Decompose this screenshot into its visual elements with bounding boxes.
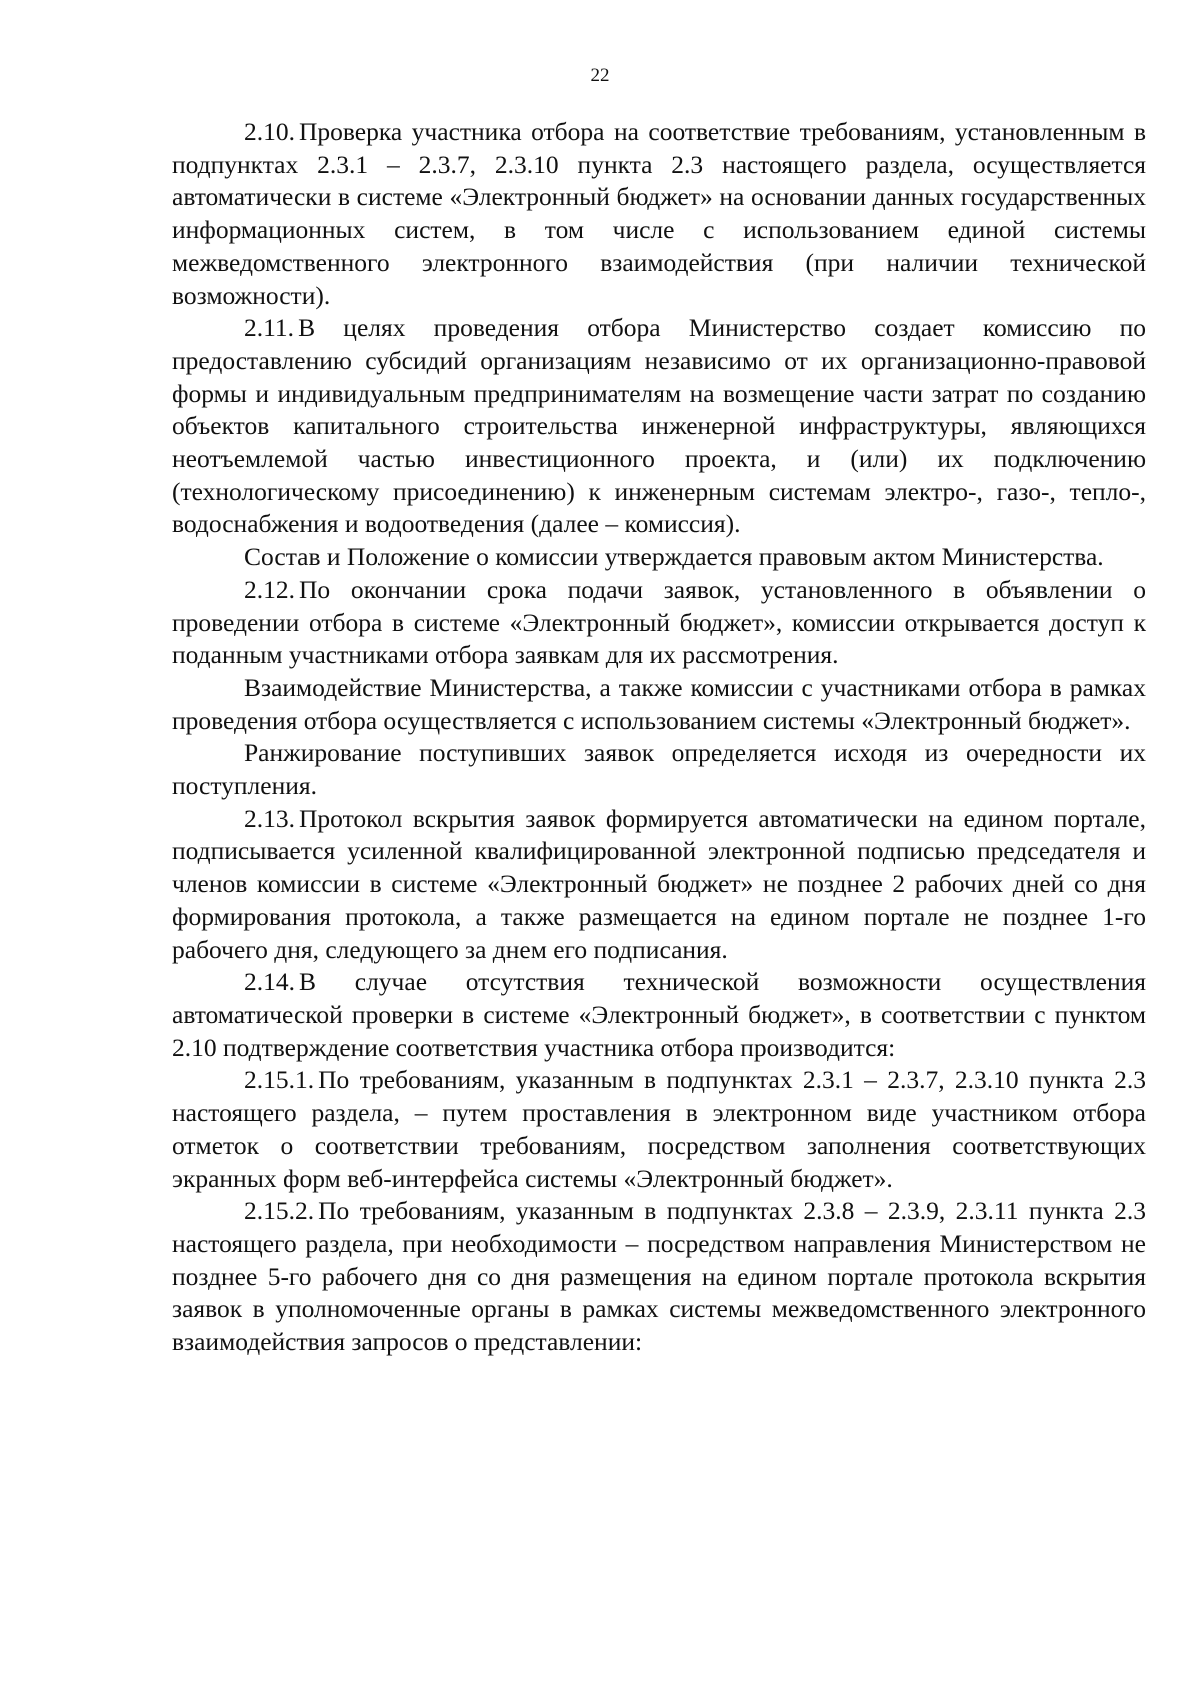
paragraph-text: Ранжирование поступивших заявок определяется исходя из очередности их поступления. [172,738,1146,801]
paragraph-text: Состав и Положение о комиссии утверждается правовым актом Министерства. [244,542,1104,572]
paragraph-text: По требованиям, указанным в подпунктах 2.3.8 – 2.3.9, 2.3.11 пункта 2.3 настоящего раздела, при необходимости – посредством направления Министерством не позднее 5-го рабочего дня со дня размещения на едином портале протокола вскрытия заявок в уполномоченные органы в рамках системы межведомственного электронного взаимодействия запросов о представлении: [172,1196,1146,1357]
paragraph-interaction [172,672,1146,737]
document-body [172,116,1146,1359]
paragraph-number: 2.10. [244,117,295,146]
paragraph-number: 2.15.2. [244,1196,315,1226]
paragraph-text: По окончании срока подачи заявок, установленного в объявлении о проведении отбора в системе «Электронный бюджет», комиссии открывается доступ к поданным участниками отбора заявкам для их рассмотрения. [172,574,1146,670]
paragraph-2-14 [172,966,1146,1064]
paragraph-2-10 [172,116,1146,312]
paragraph-2-12 [172,574,1146,672]
paragraph-2-15-2 [172,1195,1146,1359]
page-number: 22 [590,65,610,86]
paragraph-number: 2.15.1. [244,1065,315,1095]
paragraph-commission-composition [172,541,1146,574]
paragraph-number: 2.14. [244,967,295,997]
paragraph-number: 2.13. [244,803,295,833]
paragraph-ranking [172,737,1146,802]
paragraph-text: В случае отсутствия технической возможности осуществления автоматической проверки в системе «Электронный бюджет», в соответствии с пунктом 2.10 подтверждение соответствия участника отбора производится: [172,967,1146,1062]
paragraph-2-13 [172,803,1146,967]
paragraph-text: Протокол вскрытия заявок формируется автоматически на едином портале, подписывается усиленной квалифицированной электронной подписью председателя и членов комиссии в системе «Электронный бюджет» не позднее 2 рабочих дней со дня формирования протокола, а также размещается на едином портале не позднее 1-го рабочего дня, следующего за днем его подписания. [172,803,1146,964]
paragraph-number: 2.12. [244,574,295,604]
paragraph-text: В целях проведения отбора Министерство создает комиссию по предоставлению субсидий организациям независимо от их организационно-правовой формы и индивидуальным предпринимателям на возмещение части затрат по созданию объектов капитального строительства инженерной инфраструктуры, являющихся неотъемлемой частью инвестиционного проекта, и (или) их подключению (технологическому присоединению) к инженерным системам электро-, газо-, тепло-, водоснабжения и водоотведения (далее – комиссия). [172,313,1146,539]
paragraph-text: Взаимодействие Министерства, а также комиссии с участниками отбора в рамках проведения отбора осуществляется с использованием системы «Электронный бюджет». [172,672,1146,735]
paragraph-text: По требованиям, указанным в подпунктах 2.3.1 – 2.3.7, 2.3.10 пункта 2.3 настоящего раздела, – путем проставления в электронном виде участником отбора отметок о соответствии требованиям, посредством заполнения соответствующих экранных форм веб-интерфейса системы «Электронный бюджет». [172,1065,1146,1193]
paragraph-2-15-1 [172,1064,1146,1195]
paragraph-text: Проверка участника отбора на соответствие требованиям, установленным в подпунктах 2.3.1 – 2.3.7, 2.3.10 пункта 2.3 настоящего раздела, осуществляется автоматически в системе «Электронный бюджет» на основании данных государственных информационных систем, в том числе с использованием единой системы межведомственного электронного взаимодействия (при наличии технической возможности). [172,117,1146,310]
paragraph-number: 2.11. [244,313,295,343]
paragraph-2-11 [172,312,1146,541]
